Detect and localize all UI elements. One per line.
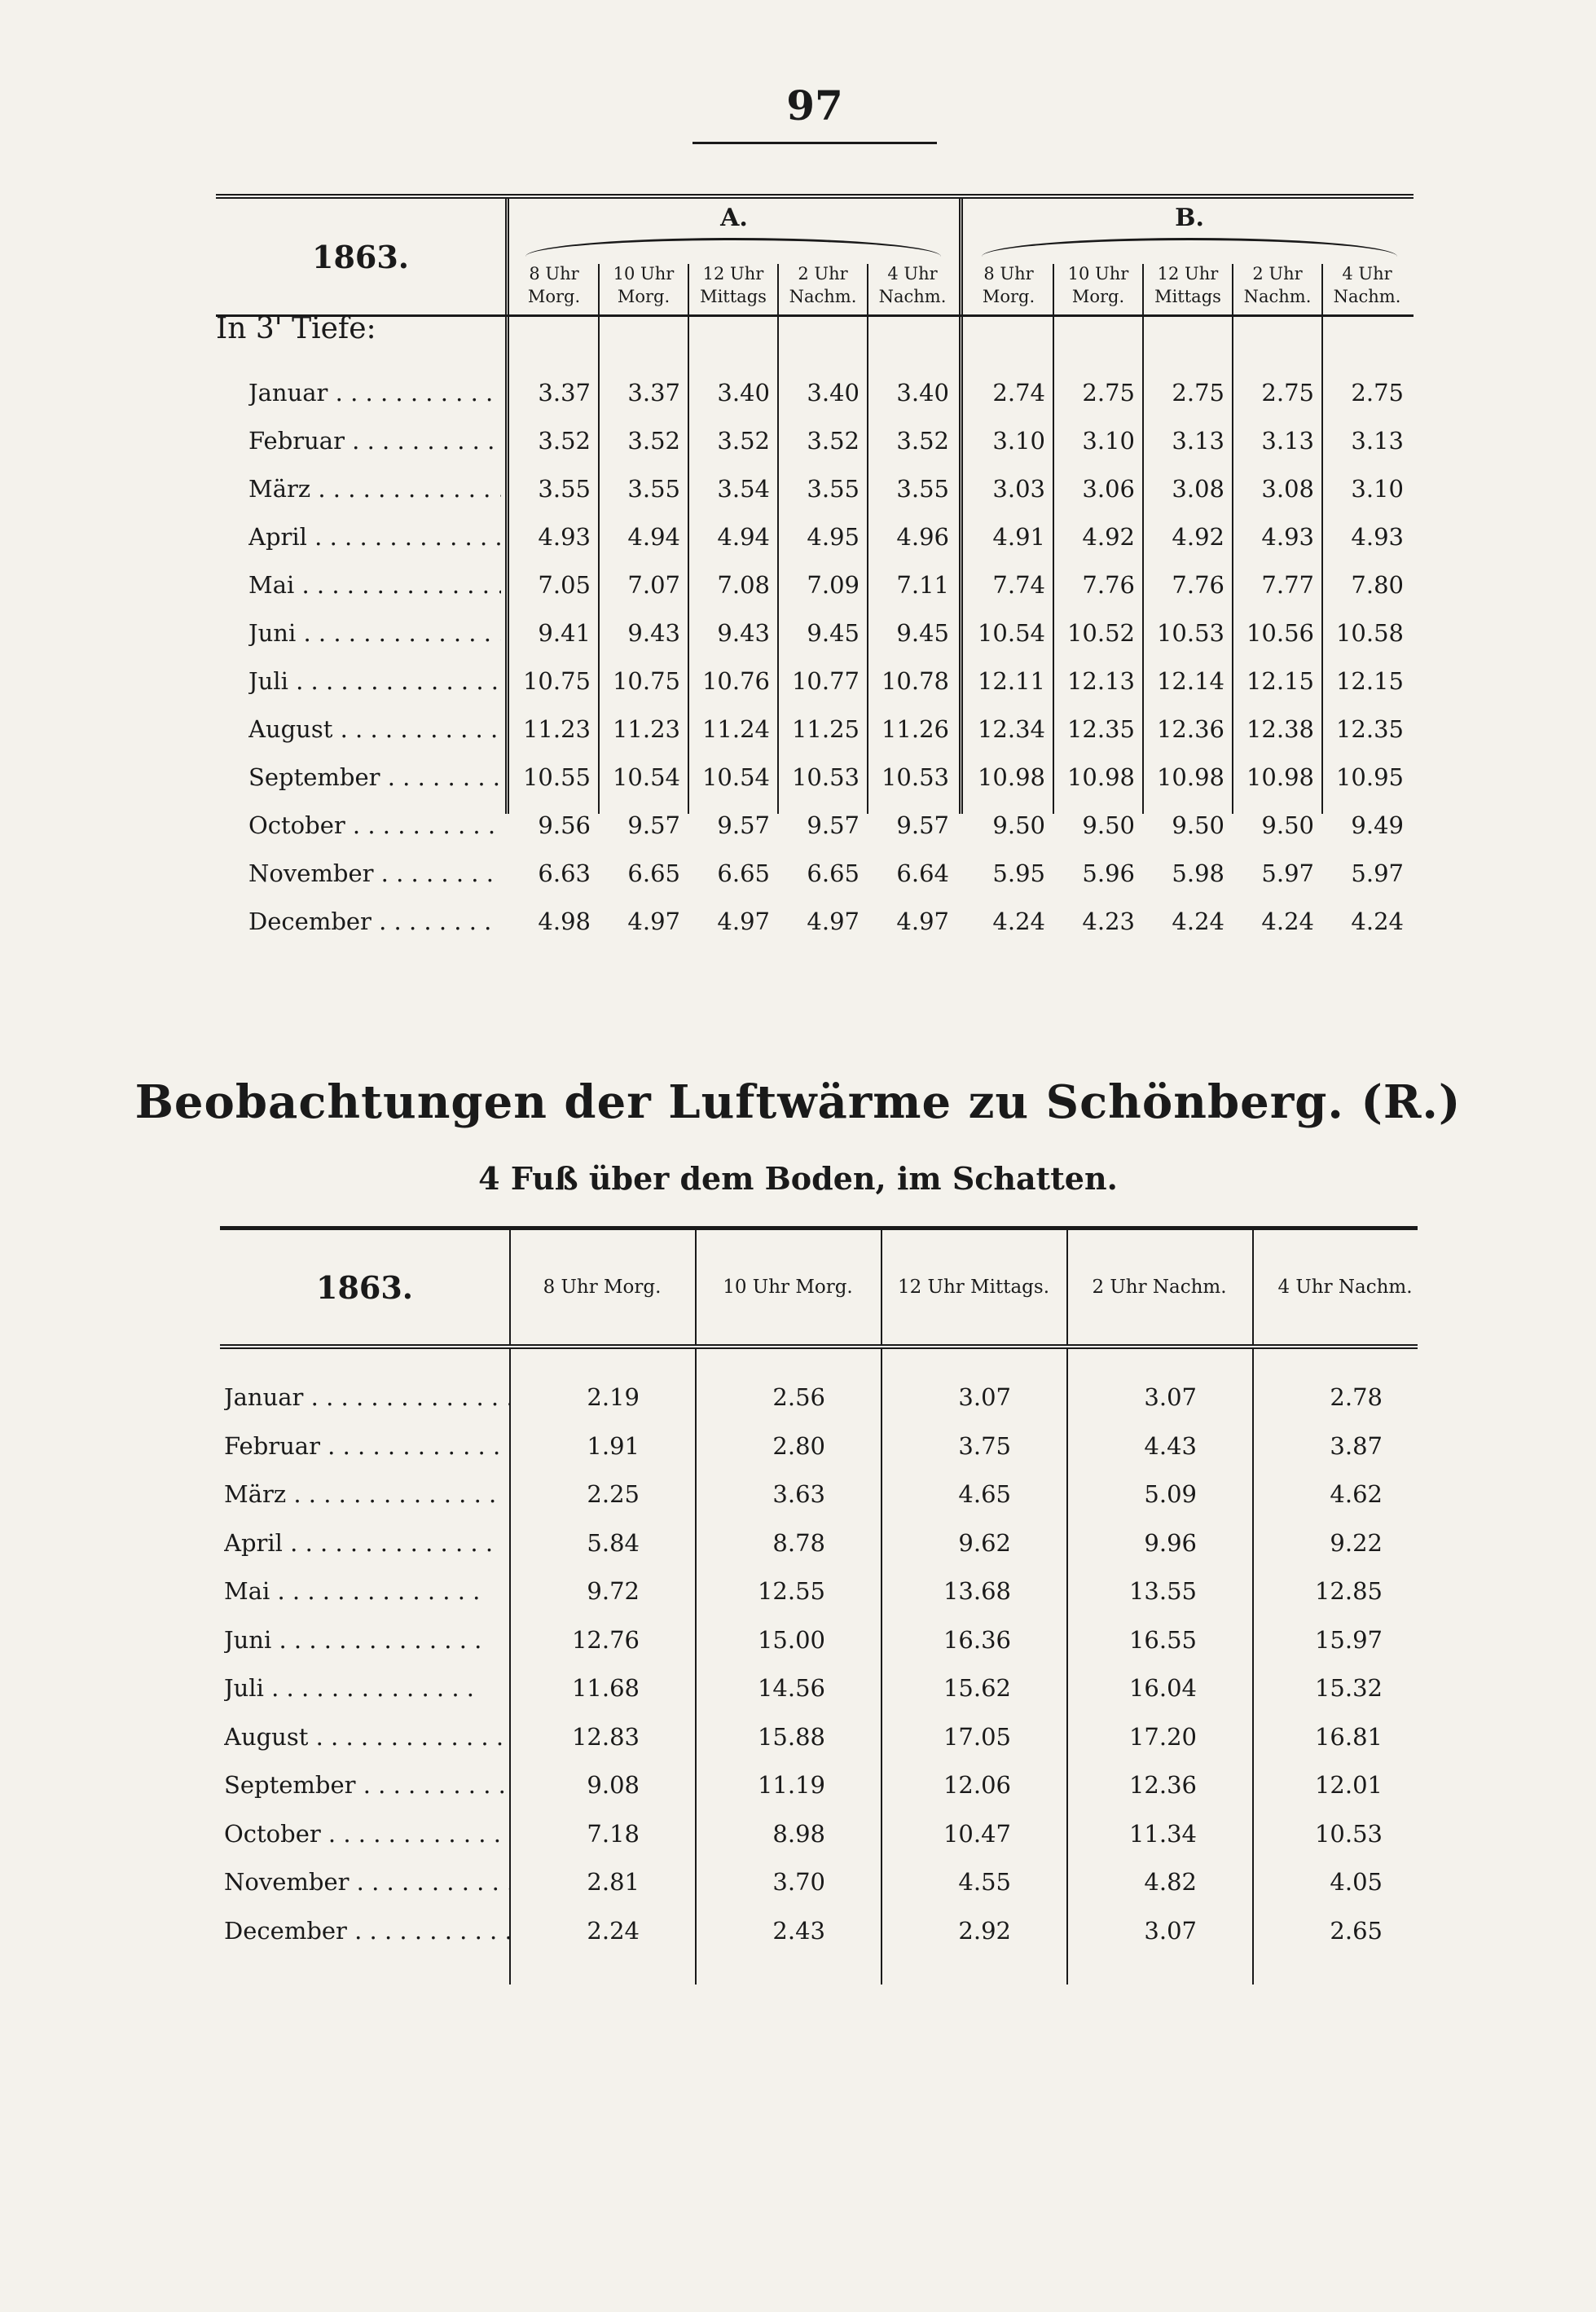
value-cell: 12.55 (757, 1577, 825, 1605)
value-cell: 5.84 (587, 1528, 640, 1557)
column-header-period: Mittags (1154, 287, 1221, 306)
value-cell: 4.55 (958, 1868, 1011, 1896)
month-label: Februar . . . (248, 417, 501, 464)
column-header (690, 262, 776, 314)
value-cell: 4.93 (1351, 523, 1404, 551)
month-label: October . . . (224, 1810, 509, 1858)
air-temperature-table (220, 1226, 1418, 1985)
table-row (216, 561, 1414, 609)
value-cell: 10.47 (943, 1819, 1011, 1848)
table-row (216, 705, 1414, 753)
value-cell: 10.95 (1335, 763, 1404, 791)
value-cell: 3.13 (1172, 427, 1224, 455)
value-cell: 3.40 (896, 379, 949, 407)
value-cell: 12.13 (1066, 667, 1135, 695)
value-cell: 6.65 (807, 859, 860, 887)
group-b-brace (982, 238, 1397, 257)
value-cell: 10.53 (1314, 1819, 1383, 1848)
month-label: December . . . (224, 1907, 509, 1955)
value-cell: 3.55 (807, 475, 860, 503)
value-cell: 4.96 (896, 523, 949, 551)
value-cell: 9.50 (992, 811, 1045, 839)
value-cell: 3.87 (1330, 1431, 1383, 1460)
value-cell: 3.40 (717, 379, 770, 407)
column-divider (867, 264, 868, 314)
column-header (511, 262, 597, 314)
table-row (220, 1374, 1418, 1422)
value-cell: 11.23 (522, 715, 591, 743)
value-cell: 4.97 (896, 908, 949, 935)
value-cell: 3.55 (538, 475, 591, 503)
table-row (216, 369, 1414, 416)
value-cell: 5.97 (1351, 859, 1404, 887)
air-table-year: 1863. (316, 1268, 413, 1306)
table-row (216, 898, 1414, 945)
table-row (216, 417, 1414, 464)
column-header-hour: 10 Uhr (613, 264, 675, 284)
value-cell: 3.37 (627, 379, 680, 407)
value-cell: 9.41 (538, 619, 591, 647)
value-cell: 1.91 (587, 1431, 640, 1460)
value-cell: 10.56 (1246, 619, 1314, 647)
value-cell: 14.56 (757, 1674, 825, 1702)
value-cell: 4.24 (1172, 908, 1224, 935)
month-label: November . . . (224, 1858, 509, 1906)
value-cell: 4.94 (717, 523, 770, 551)
group-b-label: B. (1175, 204, 1204, 232)
column-header (1145, 262, 1231, 314)
value-cell: 3.07 (958, 1383, 1011, 1411)
value-cell: 4.23 (1082, 908, 1135, 935)
value-cell: 3.63 (772, 1480, 825, 1508)
value-cell: 9.50 (1261, 811, 1314, 839)
value-cell: 3.52 (896, 427, 949, 455)
value-cell: 9.57 (717, 811, 770, 839)
month-label: November . . . (248, 850, 501, 897)
value-cell: 4.97 (807, 908, 860, 935)
month-label: April . . . (224, 1519, 509, 1567)
table-row (216, 850, 1414, 897)
column-header (1055, 262, 1141, 314)
value-cell: 3.52 (538, 427, 591, 455)
month-label: August . . . (248, 705, 501, 753)
value-cell: 10.54 (701, 763, 770, 791)
month-label: April . . . (248, 513, 501, 560)
value-cell: 2.92 (958, 1916, 1011, 1945)
table-row (220, 1664, 1418, 1712)
section-title: Beobachtungen der Luftwärme zu Schönberg. (R.) (134, 1075, 1462, 1129)
value-cell: 12.36 (1156, 715, 1224, 743)
column-header-period: Mittags (700, 287, 767, 306)
value-cell: 2.65 (1330, 1916, 1383, 1945)
value-cell: 3.52 (807, 427, 860, 455)
value-cell: 7.76 (1172, 571, 1224, 599)
value-cell: 7.07 (627, 571, 680, 599)
value-cell: 12.36 (1128, 1771, 1197, 1799)
value-cell: 9.43 (627, 619, 680, 647)
value-cell: 4.05 (1330, 1868, 1383, 1896)
column-divider (1053, 264, 1054, 314)
column-header (965, 262, 1052, 314)
value-cell: 11.19 (757, 1771, 825, 1799)
column-header-period: Nachm. (1243, 287, 1312, 306)
value-cell: 10.54 (977, 619, 1045, 647)
value-cell: 4.92 (1172, 523, 1224, 551)
value-cell: 15.97 (1314, 1625, 1383, 1654)
value-cell: 3.08 (1261, 475, 1314, 503)
column-divider (598, 264, 600, 314)
value-cell: 3.52 (627, 427, 680, 455)
column-header-period: Morg. (617, 287, 670, 306)
month-label: Januar . . . (248, 369, 501, 416)
value-cell: 3.07 (1144, 1383, 1197, 1411)
value-cell: 8.78 (772, 1528, 825, 1557)
value-cell: 9.57 (896, 811, 949, 839)
table-row (220, 1907, 1418, 1955)
value-cell: 4.24 (1351, 908, 1404, 935)
value-cell: 15.88 (757, 1722, 825, 1751)
value-cell: 4.97 (627, 908, 680, 935)
value-cell: 3.40 (807, 379, 860, 407)
value-cell: 4.82 (1144, 1868, 1197, 1896)
table-row (220, 1713, 1418, 1761)
column-header-hour: 4 Uhr (887, 264, 938, 284)
value-cell: 9.43 (717, 619, 770, 647)
column-header-hour: 2 Uhr (1252, 264, 1303, 284)
value-cell: 11.24 (701, 715, 770, 743)
column-divider (1252, 1230, 1254, 1344)
value-cell: 3.55 (627, 475, 680, 503)
column-header (1234, 262, 1321, 314)
value-cell: 9.96 (1144, 1528, 1197, 1557)
column-header (780, 262, 866, 314)
value-cell: 4.62 (1330, 1480, 1383, 1508)
value-cell: 2.81 (587, 1868, 640, 1896)
table-row (216, 465, 1414, 512)
value-cell: 3.03 (992, 475, 1045, 503)
group-a-label: A. (720, 204, 748, 232)
value-cell: 13.68 (943, 1577, 1011, 1605)
air-table-body (220, 1349, 1418, 1985)
column-header-period: Nachm. (1333, 287, 1401, 306)
month-label: September . . . (248, 754, 501, 801)
month-label: September . . . (224, 1761, 509, 1809)
value-cell: 7.74 (992, 571, 1045, 599)
value-cell: 10.77 (791, 667, 860, 695)
column-divider (1321, 264, 1323, 314)
month-label: Juli . . . (224, 1664, 509, 1712)
value-cell: 2.78 (1330, 1383, 1383, 1411)
value-cell: 17.05 (943, 1722, 1011, 1751)
value-cell: 11.23 (612, 715, 680, 743)
value-cell: 6.65 (717, 859, 770, 887)
column-header: 2 Uhr Nachm. (1092, 1277, 1227, 1298)
value-cell: 7.77 (1261, 571, 1314, 599)
section-subtitle: 4 Fuß über dem Boden, im Schatten. (478, 1160, 1118, 1197)
table-row (220, 1810, 1418, 1858)
value-cell: 9.49 (1351, 811, 1404, 839)
value-cell: 3.55 (896, 475, 949, 503)
month-label: Mai . . . (224, 1567, 509, 1615)
value-cell: 9.45 (896, 619, 949, 647)
value-cell: 3.10 (1082, 427, 1135, 455)
value-cell: 12.34 (977, 715, 1045, 743)
month-label: März . . . (224, 1470, 509, 1519)
value-cell: 2.75 (1261, 379, 1314, 407)
month-label: März . . . (248, 465, 501, 512)
value-cell: 10.76 (701, 667, 770, 695)
column-header-hour: 4 Uhr (1342, 264, 1392, 284)
value-cell: 10.98 (1246, 763, 1314, 791)
value-cell: 3.52 (717, 427, 770, 455)
column-divider (688, 264, 689, 314)
value-cell: 12.06 (943, 1771, 1011, 1799)
month-label: Januar . . . (224, 1374, 509, 1422)
column-divider (509, 1230, 511, 1344)
column-divider (1142, 264, 1144, 314)
value-cell: 10.53 (881, 763, 949, 791)
value-cell: 10.98 (1066, 763, 1135, 791)
value-cell: 4.97 (717, 908, 770, 935)
value-cell: 5.09 (1144, 1480, 1197, 1508)
column-divider (1066, 1230, 1068, 1344)
value-cell: 9.62 (958, 1528, 1011, 1557)
value-cell: 9.57 (627, 811, 680, 839)
group-double-divider (959, 199, 963, 314)
soil-table-body (216, 312, 1414, 935)
table-row (220, 1567, 1418, 1615)
value-cell: 4.95 (807, 523, 860, 551)
value-cell: 3.54 (717, 475, 770, 503)
month-label: Februar . . . (224, 1422, 509, 1470)
value-cell: 10.78 (881, 667, 949, 695)
column-header-hour: 10 Uhr (1067, 264, 1129, 284)
value-cell: 12.01 (1314, 1771, 1383, 1799)
value-cell: 4.93 (1261, 523, 1314, 551)
value-cell: 10.53 (791, 763, 860, 791)
value-cell: 9.50 (1082, 811, 1135, 839)
depth-section-label: In 3' Tiefe: (216, 312, 376, 345)
column-header-hour: 8 Uhr (983, 264, 1034, 284)
value-cell: 12.14 (1156, 667, 1224, 695)
table-row (220, 1422, 1418, 1470)
value-cell: 5.97 (1261, 859, 1314, 887)
table-row (220, 1858, 1418, 1906)
value-cell: 2.24 (587, 1916, 640, 1945)
value-cell: 5.96 (1082, 859, 1135, 887)
value-cell: 3.13 (1261, 427, 1314, 455)
value-cell: 17.20 (1128, 1722, 1197, 1751)
column-header-hour: 12 Uhr (702, 264, 764, 284)
value-cell: 9.45 (807, 619, 860, 647)
table-row (220, 1616, 1418, 1664)
value-cell: 2.75 (1082, 379, 1135, 407)
value-cell: 10.98 (977, 763, 1045, 791)
value-cell: 7.05 (538, 571, 591, 599)
soil-temperature-table (216, 194, 1414, 935)
page-number-rule (692, 142, 937, 144)
column-divider (695, 1230, 697, 1344)
value-cell: 10.75 (522, 667, 591, 695)
value-cell: 10.75 (612, 667, 680, 695)
value-cell: 9.50 (1172, 811, 1224, 839)
value-cell: 9.56 (538, 811, 591, 839)
value-cell: 3.37 (538, 379, 591, 407)
value-cell: 9.57 (807, 811, 860, 839)
value-cell: 16.04 (1128, 1674, 1197, 1702)
value-cell: 3.75 (958, 1431, 1011, 1460)
value-cell: 2.25 (587, 1480, 640, 1508)
column-header-hour: 8 Uhr (529, 264, 579, 284)
value-cell: 2.43 (772, 1916, 825, 1945)
column-header-period: Nachm. (878, 287, 947, 306)
value-cell: 16.55 (1128, 1625, 1197, 1654)
value-cell: 10.55 (522, 763, 591, 791)
table-row (220, 1470, 1418, 1519)
column-header (600, 262, 687, 314)
value-cell: 3.07 (1144, 1916, 1197, 1945)
value-cell: 16.81 (1314, 1722, 1383, 1751)
table-row (220, 1519, 1418, 1567)
table-row (216, 513, 1414, 560)
table-row (216, 657, 1414, 705)
value-cell: 3.10 (992, 427, 1045, 455)
value-cell: 7.08 (717, 571, 770, 599)
value-cell: 3.70 (772, 1868, 825, 1896)
value-cell: 6.63 (538, 859, 591, 887)
column-header-period: Morg. (1071, 287, 1125, 306)
value-cell: 3.10 (1351, 475, 1404, 503)
value-cell: 4.92 (1082, 523, 1135, 551)
value-cell: 7.80 (1351, 571, 1404, 599)
value-cell: 3.08 (1172, 475, 1224, 503)
value-cell: 15.62 (943, 1674, 1011, 1702)
value-cell: 4.65 (958, 1480, 1011, 1508)
column-header: 4 Uhr Nachm. (1277, 1277, 1413, 1298)
column-header: 8 Uhr Morg. (543, 1277, 662, 1298)
value-cell: 10.58 (1335, 619, 1404, 647)
column-header-period: Morg. (982, 287, 1035, 306)
table-row (216, 802, 1414, 849)
value-cell: 12.85 (1314, 1577, 1383, 1605)
value-cell: 4.24 (1261, 908, 1314, 935)
value-cell: 12.38 (1246, 715, 1314, 743)
value-cell: 11.34 (1128, 1819, 1197, 1848)
value-cell: 12.35 (1066, 715, 1135, 743)
month-label: Juni . . . (224, 1616, 509, 1664)
air-table-header (220, 1230, 1418, 1349)
value-cell: 5.95 (992, 859, 1045, 887)
value-cell: 4.91 (992, 523, 1045, 551)
table-row (220, 1761, 1418, 1809)
value-cell: 12.76 (571, 1625, 640, 1654)
value-cell: 12.15 (1335, 667, 1404, 695)
value-cell: 6.64 (896, 859, 949, 887)
value-cell: 4.24 (992, 908, 1045, 935)
value-cell: 3.13 (1351, 427, 1404, 455)
column-header-period: Morg. (527, 287, 581, 306)
month-label: October . . . (248, 802, 501, 849)
value-cell: 8.98 (772, 1819, 825, 1848)
column-divider (1232, 264, 1233, 314)
table-row (216, 609, 1414, 657)
value-cell: 7.18 (587, 1819, 640, 1848)
column-divider (881, 1230, 882, 1344)
column-header: 10 Uhr Morg. (723, 1277, 853, 1298)
value-cell: 15.00 (757, 1625, 825, 1654)
value-cell: 11.25 (791, 715, 860, 743)
column-header-hour: 2 Uhr (798, 264, 848, 284)
value-cell: 2.75 (1172, 379, 1224, 407)
value-cell: 9.08 (587, 1771, 640, 1799)
page-number: 97 (786, 81, 843, 130)
group-a-brace (525, 238, 941, 257)
value-cell: 13.55 (1128, 1577, 1197, 1605)
value-cell: 12.11 (977, 667, 1045, 695)
value-cell: 9.22 (1330, 1528, 1383, 1557)
value-cell: 7.09 (807, 571, 860, 599)
header-double-divider (505, 199, 509, 314)
value-cell: 15.32 (1314, 1674, 1383, 1702)
value-cell: 10.98 (1156, 763, 1224, 791)
value-cell: 9.72 (587, 1577, 640, 1605)
value-cell: 2.75 (1351, 379, 1404, 407)
month-label: Juli . . . (248, 657, 501, 705)
month-label: August . . . (224, 1713, 509, 1761)
value-cell: 10.52 (1066, 619, 1135, 647)
month-label: Juni . . . (248, 609, 501, 657)
value-cell: 12.35 (1335, 715, 1404, 743)
value-cell: 2.80 (772, 1431, 825, 1460)
value-cell: 3.06 (1082, 475, 1135, 503)
month-label: Mai . . . (248, 561, 501, 609)
month-label: December . . . (248, 898, 501, 945)
value-cell: 16.36 (943, 1625, 1011, 1654)
value-cell: 4.93 (538, 523, 591, 551)
column-header (1324, 262, 1410, 314)
table-row (216, 754, 1414, 801)
value-cell: 4.43 (1144, 1431, 1197, 1460)
value-cell: 10.54 (612, 763, 680, 791)
value-cell: 7.11 (896, 571, 949, 599)
value-cell: 4.98 (538, 908, 591, 935)
value-cell: 2.74 (992, 379, 1045, 407)
value-cell: 11.68 (571, 1674, 640, 1702)
column-header-hour: 12 Uhr (1157, 264, 1219, 284)
value-cell: 6.65 (627, 859, 680, 887)
value-cell: 2.56 (772, 1383, 825, 1411)
column-divider (777, 264, 779, 314)
value-cell: 2.19 (587, 1383, 640, 1411)
soil-table-year: 1863. (312, 238, 409, 275)
value-cell: 12.83 (571, 1722, 640, 1751)
column-header-period: Nachm. (789, 287, 857, 306)
value-cell: 10.53 (1156, 619, 1224, 647)
column-header (869, 262, 956, 314)
value-cell: 12.15 (1246, 667, 1314, 695)
value-cell: 7.76 (1082, 571, 1135, 599)
value-cell: 11.26 (881, 715, 949, 743)
soil-table-header (216, 199, 1414, 317)
column-header: 12 Uhr Mittags. (897, 1277, 1050, 1298)
value-cell: 4.94 (627, 523, 680, 551)
value-cell: 5.98 (1172, 859, 1224, 887)
